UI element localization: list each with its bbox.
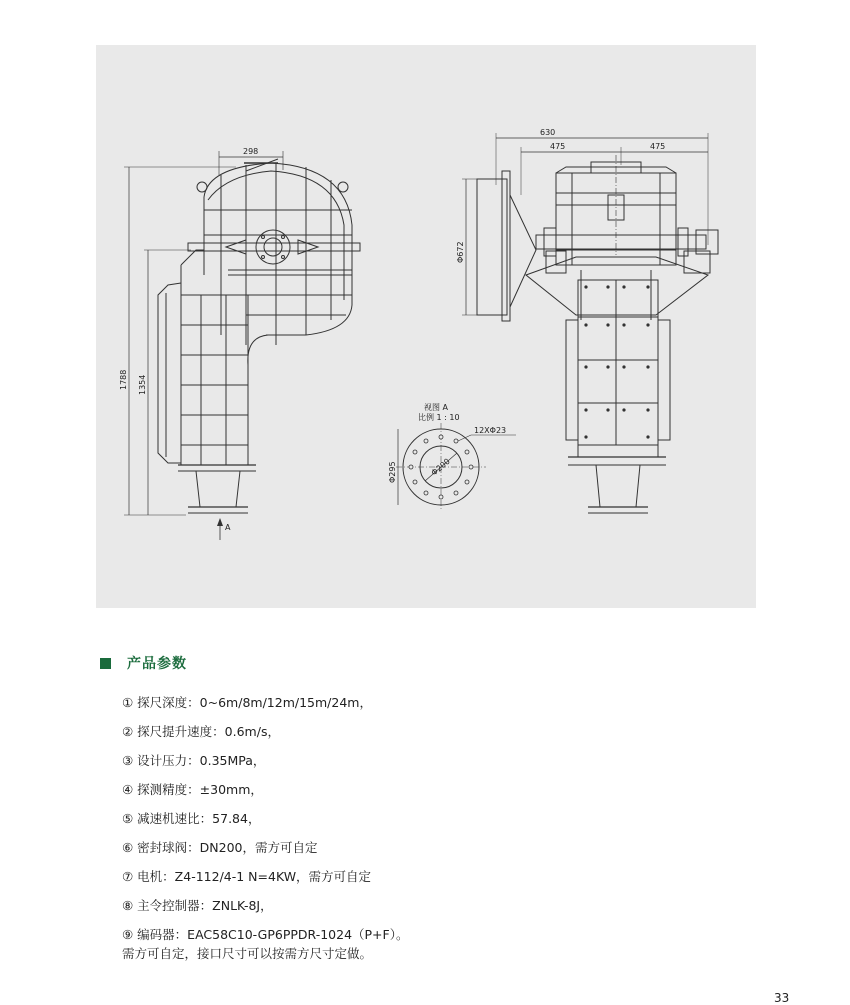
dim-200-label: Φ200	[429, 456, 452, 478]
spec-item: ⑤ 减速机速比：57.84，	[122, 811, 261, 826]
dim-1354-label: 1354	[138, 374, 147, 395]
dim-holes-label: 12XΦ23	[474, 426, 507, 435]
dim-295-label: Φ295	[388, 461, 397, 483]
section-bullet-square	[100, 658, 111, 669]
technical-drawing-panel	[96, 45, 756, 608]
section-title: 产品参数	[127, 656, 187, 672]
view-a-scale: 比例 1 : 10	[418, 413, 460, 422]
front-view-drawing	[456, 128, 718, 513]
side-view-drawing	[119, 147, 360, 540]
dim-475-right-label: 475	[650, 142, 666, 151]
technical-drawing	[96, 45, 756, 608]
spec-item: ② 探尺提升速度：0.6m/s，	[122, 724, 280, 739]
spec-item: ③ 设计压力：0.35MPa，	[122, 753, 266, 768]
spec-item: ⑨ 编码器：EAC58C10-GP6PPDR-1024（P+F）。	[122, 927, 409, 942]
dim-630-label: 630	[540, 128, 556, 137]
spec-item: ⑥ 密封球阀：DN200，需方可自定	[122, 840, 318, 855]
dim-672-label: Φ672	[456, 241, 465, 263]
section-header	[100, 654, 187, 672]
view-a-title: 视图 A	[424, 403, 449, 412]
dim-475-left-label: 475	[550, 142, 566, 151]
spec-list	[122, 688, 408, 949]
spec-item: ④ 探测精度：±30mm，	[122, 782, 263, 797]
view-a-flange-drawing	[388, 403, 516, 511]
custom-note: 需方可自定，接口尺寸可以按需方尺寸定做。	[122, 946, 373, 961]
spec-item: ⑦ 电机：Z4-112/4-1 N=4KW，需方可自定	[122, 869, 372, 884]
spec-item: ① 探尺深度：0~6m/8m/12m/15m/24m，	[122, 695, 372, 710]
view-a-label: A	[225, 523, 231, 532]
spec-item: ⑧ 主令控制器：ZNLK-8J，	[122, 898, 273, 913]
page-number: 33	[774, 991, 790, 1005]
dim-1788-label: 1788	[119, 369, 128, 390]
dim-298-label: 298	[243, 147, 259, 156]
